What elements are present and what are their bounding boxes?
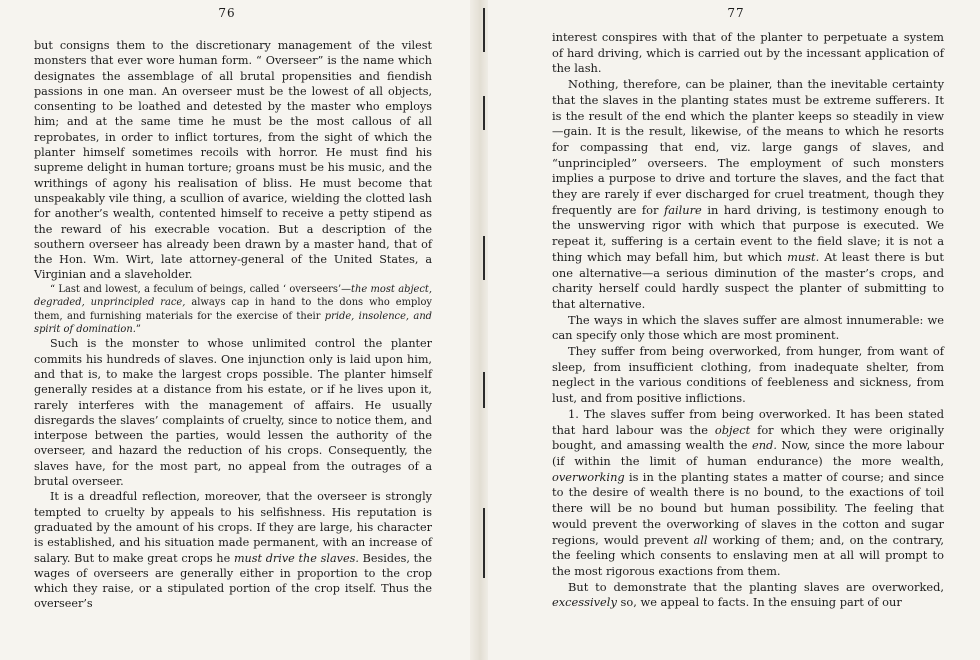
- text-run: Nothing, therefore, can be plainer, than the inevitable certainty that the slaves in the planting states must be extreme sufferers. It is the result of the end which the planter keeps so steadily in view—gain. It is the result, likewise, of the means to which he resorts for compassing that end, viz. large gangs of slaves, and “unprincipled” overseers. The employment of such monsters implies a purpose to drive and torture the slaves, and the fact that they are rarely if ever discharged for cruel treatment, though they frequently are for: [552, 77, 944, 217]
- emphasis: must drive the slaves.: [233, 551, 359, 565]
- paragraph: Such is the monster to whose unlimited control the planter commits his hundreds of slaves. One injunction only is laid upon him, and that is, to make the largest crops possible. The planter himself generally resides at a distance from his estate, or if he lives upon it, rarely interferes with the management of affairs. He usually disregards the slaves’ complaints of cruelty, since to notice them, and interpose between the parties, would lessen the authority of the overseer, and hazard the reduction of his crops. Consequently, the slaves have, for the most part, no appeal from the outrages of a brutal overseer.: [34, 337, 432, 489]
- left-page: [0, 0, 470, 660]
- quote-text: always cap in hand to the dons who employ them, and furnishing materials for the exercise of their: [34, 297, 433, 322]
- right-page: [488, 0, 980, 660]
- gutter-shadow: [483, 372, 485, 408]
- paragraph: They suffer from being overworked, from hunger, from want of sleep, from insufficient clothing, from inadequate shelter, from neglect in the various conditions of feebleness and sickness, from lust, and from positive inflictions.: [552, 344, 944, 406]
- paragraph: interest conspires with that of the planter to perpetuate a system of hard driving, which is carried out by the incessant application of the lash.: [552, 30, 944, 76]
- emphasis: must.: [787, 249, 820, 264]
- paragraph: [34, 489, 432, 611]
- emphasis: failure: [663, 202, 702, 217]
- emphasis: all: [693, 532, 708, 547]
- paragraph: [552, 407, 944, 580]
- page-text: [34, 38, 432, 612]
- quote-text: ”: [135, 323, 141, 335]
- emphasis: object: [714, 422, 751, 437]
- text-run: Besides, the wages of overseers are generally either in proportion to the crop which they raise, or a stipulated portion of the crop itself. Thus the overseer’s: [34, 551, 432, 611]
- text-run: At least there is but one alternative—a serious diminution of the master’s crops, and charity herself could hardly suspect the planter of submitting to that alternative.: [552, 249, 944, 311]
- gutter-shadow: [483, 508, 485, 578]
- text-run: so, we appeal to facts. In the ensuing part of our: [616, 595, 902, 610]
- emphasis: excessively: [552, 595, 617, 610]
- text-run: working of them; and, on the contrary, the feeling which consents to enslaving men at all will prompt to the most rigorous exactions from them.: [552, 532, 944, 578]
- gutter-shadow: [483, 96, 485, 130]
- quote-text: “ Last and lowest, a feculum of beings, called ‘ overseers’—: [50, 283, 351, 295]
- paragraph: [552, 77, 944, 313]
- quote-emphasis: pride, insolence, and spirit of domination.: [34, 310, 432, 335]
- text-run: But to demonstrate that the planting slaves are overworked,: [568, 579, 944, 594]
- page-number: 77: [727, 6, 745, 20]
- paragraph: but consigns them to the discretionary management of the vilest monsters that ever wore human form. “ Overseer” is the name which designates the assemblage of all brutal propensities and fiendish passions in one man. An overseer must be the lowest of all objects, consenting to be loathed and detested by the master who employs him; and at the same time he must be the most callous of all reprobates, in order to inflict tortures, from the sight of which the planter himself sometimes recoils with horror. He must find his supreme delight in human torture; groans must be his music, and the writhings of agony his realisation of bliss. He must become that unspeakably vile thing, a scullion of avarice, wielding the clotted lash for another’s wealth, contented himself to receive a petty stipend as the reward of his execrable vocation. But a description of the southern overseer has already been drawn by a master hand, that of the Hon. Wm. Wirt, late attorney-general of the United States, a Virginian and a slaveholder.: [34, 39, 432, 282]
- page-number: 76: [218, 6, 236, 20]
- text-run: in hard driving, is testimony enough to the unswerving rigor with which that purpose is executed. We repeat it, suffering is a certain event to the field slave; it is not a thing which may befall him, but which: [552, 202, 945, 264]
- paragraph: [552, 580, 944, 611]
- paragraph: The ways in which the slaves suffer are almost innumerable: we can specify only those which are most prominent.: [552, 312, 944, 343]
- book-gutter: [470, 0, 488, 660]
- quote-emphasis: the most abject, degraded, unprincipled race,: [34, 283, 432, 309]
- gutter-shadow: [483, 8, 485, 52]
- text-run: It is a dreadful reflection, moreover, that the overseer is strongly tempted to cruelty by appeals to his selfishness. His reputation is graduated by the amount of his crops. If they are large, his character is established, and his situation made permanent, with an increase of salary. But to make great crops he: [34, 490, 432, 565]
- text-run: 1. The slaves suffer from being overworked. It has been stated that hard labour was the: [552, 406, 944, 437]
- gutter-shadow: [483, 236, 485, 280]
- text-run: Now, since the more labour (if within the limit of human endurance) the more wealth,: [552, 438, 944, 468]
- block-quote: [34, 283, 432, 337]
- page-text: [552, 30, 944, 611]
- emphasis: overworking: [552, 469, 625, 484]
- text-run: is in the planting states a matter of course; and since to the desire of wealth there is no bound, to the exactions of toil there will be no bound but human possibility. The feeling that would prevent the overworking of slaves in the cotton and sugar regions, would prevent: [552, 469, 944, 547]
- text-run: for which they were originally bought, and amassing wealth the: [552, 422, 945, 453]
- emphasis: end.: [751, 438, 777, 453]
